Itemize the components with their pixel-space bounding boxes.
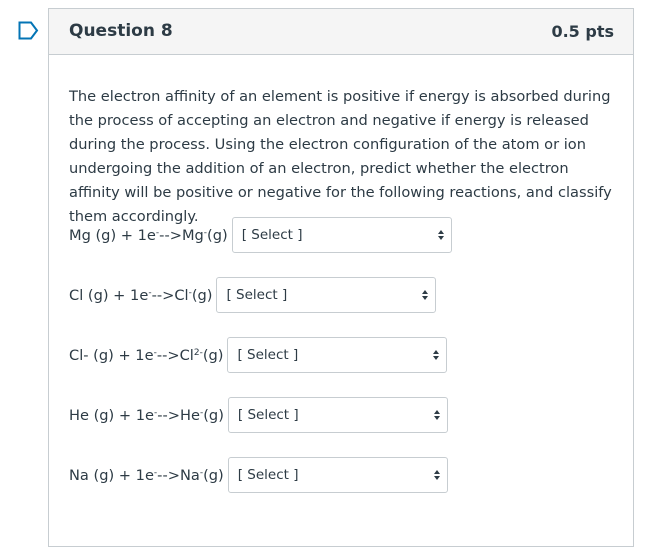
reaction-reactant: Na (g) + 1e (69, 466, 154, 484)
electron-charge: - (155, 228, 160, 238)
question-card (48, 8, 634, 547)
reaction-arrow: --> (151, 286, 175, 304)
reaction-row (69, 276, 436, 314)
electron-charge: - (154, 408, 158, 418)
reaction-reactant: Cl- (g) + 1e (69, 346, 154, 364)
updown-arrows-icon (437, 228, 445, 242)
reaction-reactant: Mg (g) + 1e (69, 226, 156, 244)
reaction-product: He (180, 406, 200, 424)
product-charge: 2- (193, 348, 203, 358)
question-prompt: The electron affinity of an element is positive if energy is absorbed during the process of accepting an electron and negative if energy is released during the process. Using the electron configuration of the atom or ion undergoing the addition of an electron, predict whether the electron affinity will be positive or negative for the following reactions, and classify them accordingly. (69, 88, 612, 225)
reaction-state: (g) (202, 346, 224, 364)
classification-select[interactable] (228, 457, 448, 493)
select-value: [ Select ] (237, 407, 299, 423)
product-charge: - (188, 288, 192, 298)
reaction-product: Cl (174, 286, 189, 304)
reaction-arrow: --> (159, 226, 182, 244)
classification-select[interactable] (216, 277, 436, 313)
electron-charge: - (153, 468, 158, 478)
reaction-reactant: Cl (g) + 1e (69, 286, 149, 304)
updown-arrows-icon (433, 468, 441, 482)
reaction-product: Na (179, 466, 200, 484)
question-points: 0.5 pts (551, 22, 614, 41)
reaction-state: (g) (191, 286, 213, 304)
reaction-row (69, 456, 448, 494)
reaction-product: Mg (181, 226, 204, 244)
reaction-arrow: --> (157, 406, 181, 424)
product-charge: - (199, 468, 204, 478)
classification-select[interactable] (232, 217, 452, 253)
product-charge: - (199, 408, 204, 418)
reaction-row (69, 216, 452, 254)
electron-charge: - (153, 348, 157, 358)
classification-select[interactable] (228, 397, 448, 433)
question-title: Question 8 (69, 21, 173, 41)
reaction-state: (g) (203, 466, 224, 484)
select-value: [ Select ] (237, 347, 299, 363)
updown-arrows-icon (433, 408, 441, 422)
reaction-row (69, 396, 448, 434)
reaction-reactant: He (g) + 1e (69, 406, 155, 424)
classification-select[interactable] (227, 337, 447, 373)
product-charge: - (203, 228, 208, 238)
reaction-product: Cl (179, 346, 194, 364)
electron-charge: - (148, 288, 152, 298)
reaction-arrow: --> (156, 346, 180, 364)
reaction-arrow: --> (157, 466, 180, 484)
updown-arrows-icon (421, 288, 429, 302)
select-value: [ Select ] (226, 287, 288, 303)
question-header (49, 9, 633, 55)
updown-arrows-icon (432, 348, 440, 362)
reaction-state: (g) (203, 406, 224, 424)
reaction-row (69, 336, 447, 374)
select-value: [ Select ] (241, 227, 303, 243)
select-value: [ Select ] (237, 467, 299, 483)
flag-question-icon[interactable] (18, 21, 39, 40)
reaction-state: (g) (207, 226, 228, 244)
